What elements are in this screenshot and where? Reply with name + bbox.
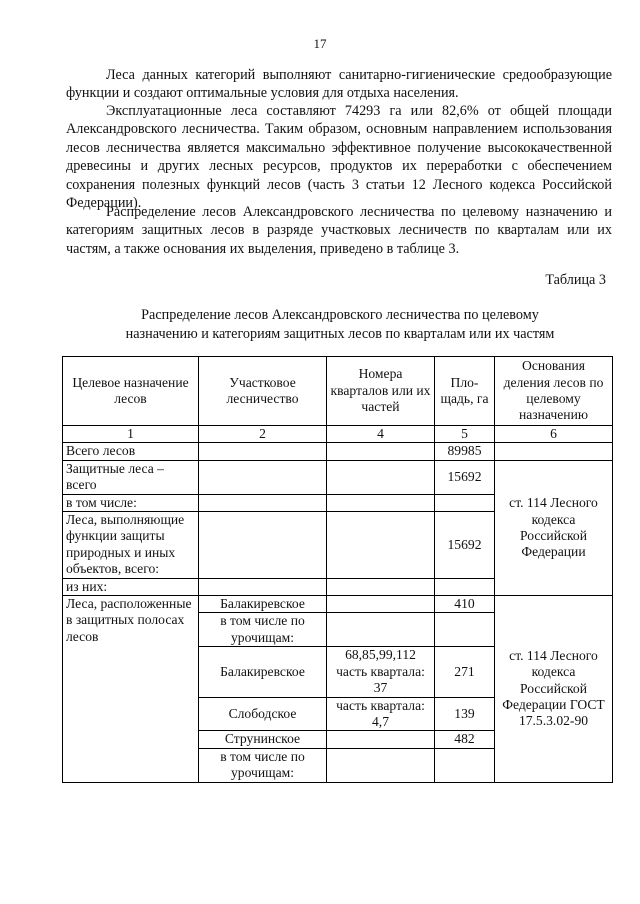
cell-purpose: в том числе:	[63, 494, 199, 511]
table-header-row	[63, 357, 613, 426]
cell-district: Слободское	[199, 697, 327, 731]
caption-line-2: назначению и категориям защитных лесов по кварталам или их частям	[125, 325, 555, 342]
cell-basis: ст. 114 Лесного кодекса Российской Федерации	[495, 460, 613, 595]
table-label: Таблица 3	[545, 272, 606, 288]
header-quarters: Номера кварталов или их частей	[327, 357, 435, 426]
col-number: 6	[495, 426, 613, 443]
cell-purpose: Всего лесов	[63, 443, 199, 460]
cell-district: Балакиревское	[199, 647, 327, 697]
cell-district: в том числе по урочищам:	[199, 748, 327, 782]
column-number-row	[63, 426, 613, 443]
cell-district: Струнинское	[199, 731, 327, 748]
cell-area: 410	[435, 596, 495, 613]
col-number: 4	[327, 426, 435, 443]
paragraph-2: Эксплуатационные леса составляют 74293 га или 82,6% от общей площади Александровского лесничества. Таким образом, основным направлением использования лесов лесничества является максимально эффективное получение высококачественной древесины и других лесных ресурсов, продуктов их переработки с обеспечением сохранения полезных функций лесов (часть 3 статьи 12 Лесного кодекса Российской Федерации).	[66, 103, 612, 212]
col-number: 1	[63, 426, 199, 443]
cell-area: 15692	[435, 512, 495, 579]
table-row	[63, 460, 613, 494]
page-number: 17	[313, 36, 327, 51]
table-row	[63, 443, 613, 460]
cell-purpose: из них:	[63, 578, 199, 595]
cell-quarters: 68,85,99,112 часть квартала: 37	[327, 647, 435, 697]
cell-area: 482	[435, 731, 495, 748]
cell-purpose: Леса, расположенные в защитных полосах лесов	[63, 596, 199, 782]
header-basis: Основания деления лесов по целевому назначению	[495, 357, 613, 426]
cell-purpose: Защитные леса – всего	[63, 460, 199, 494]
cell-area: 89985	[435, 443, 495, 460]
col-number: 2	[199, 426, 327, 443]
cell-area: 15692	[435, 460, 495, 494]
header-district: Участковое лесничество	[199, 357, 327, 426]
cell-district: Балакиревское	[199, 596, 327, 613]
col-number: 5	[435, 426, 495, 443]
table-row	[63, 596, 613, 613]
header-purpose: Целевое назначение лесов	[63, 357, 199, 426]
cell-purpose: Леса, выполняющие функции защиты природных и иных объектов, всего:	[63, 512, 199, 579]
cell-area: 271	[435, 647, 495, 697]
paragraph-1: Леса данных категорий выполняют санитарно-гигиенические средообразующие функции и создают оптимальные условия для отдыха населения.	[66, 67, 612, 102]
header-area: Пло-щадь, га	[435, 357, 495, 426]
caption-line-1: Распределение лесов Александровского лесничества по целевому	[141, 307, 539, 323]
cell-quarters: часть квартала: 4,7	[327, 697, 435, 731]
cell-area: 139	[435, 697, 495, 731]
cell-district: в том числе по урочищам:	[199, 613, 327, 647]
cell-basis: ст. 114 Лесного кодекса Российской Федерации ГОСТ 17.5.3.02-90	[495, 596, 613, 782]
forest-distribution-table	[62, 356, 613, 783]
paragraph-3: Распределение лесов Александровского лесничества по целевому назначению и категориям защитных лесов в разряде участковых лесничеств по кварталам или их частям, а также основания их выделения, приведено в таблице 3.	[66, 204, 612, 257]
table-caption	[60, 306, 620, 343]
